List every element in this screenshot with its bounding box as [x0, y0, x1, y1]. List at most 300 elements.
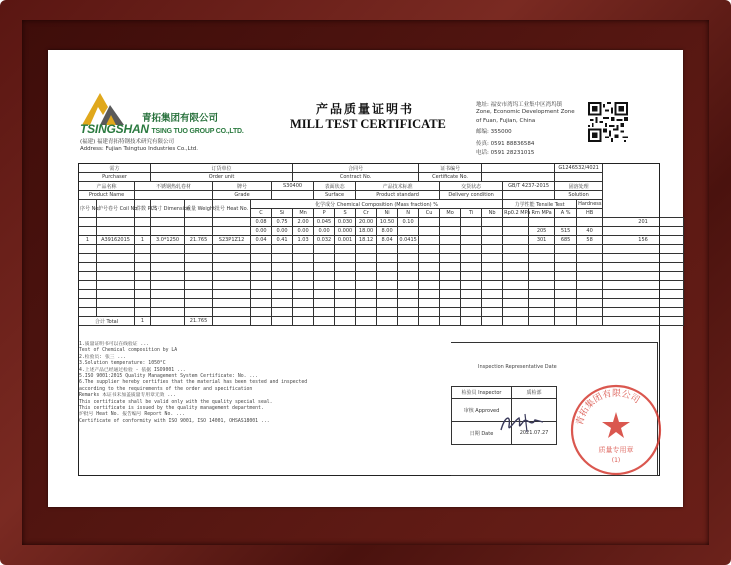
value-cell: 685 [555, 236, 577, 245]
empty-cell [335, 299, 356, 308]
header-row-en [79, 173, 684, 182]
totals-weight: 21.765 [185, 317, 213, 326]
limit-cell [440, 218, 461, 227]
note-line: This certificate is issued by the quality management department. [79, 406, 264, 412]
empty-cell [356, 272, 377, 281]
table-row-empty [79, 308, 684, 317]
limit-cell [482, 218, 503, 227]
empty-cell [151, 263, 185, 272]
empty-cell [482, 272, 503, 281]
limit-cell: 0.00 [251, 227, 272, 236]
empty-cell [377, 290, 398, 299]
empty-cell [251, 272, 272, 281]
date-value: 2021.07.27 [512, 422, 557, 445]
empty-cell [335, 281, 356, 290]
empty-cell [135, 245, 151, 254]
note-line: 5.ISO 9001:2015 Quality Management System Certificate: No. ... [79, 374, 259, 380]
element-header: S [335, 209, 356, 218]
address-line: 传真: 0591 88836584 [476, 141, 535, 147]
limit-cell: 10.50 [377, 218, 398, 227]
value-cell [503, 236, 529, 245]
empty-cell [335, 245, 356, 254]
mech-header: HB [577, 209, 603, 218]
company-logo-icon [78, 87, 128, 127]
empty-cell [314, 317, 335, 326]
cell-heat: S23P1Z12 [213, 236, 251, 245]
header-cell-en: Purchaser [79, 173, 151, 182]
empty-cell [251, 263, 272, 272]
value-cell: 0.04 [251, 236, 272, 245]
totals-pcs: 1 [135, 317, 151, 326]
company-brand: TSINGSHAN [80, 122, 149, 136]
empty-cell [272, 272, 293, 281]
empty-cell [503, 299, 529, 308]
empty-cell [293, 290, 314, 299]
empty-cell [603, 290, 684, 299]
empty-cell [251, 299, 272, 308]
empty-cell [293, 263, 314, 272]
empty-cell [603, 263, 684, 272]
header-cell-en: Order unit [151, 173, 293, 182]
empty-cell [529, 254, 555, 263]
table-row-empty [79, 254, 684, 263]
empty-cell [151, 290, 185, 299]
limit-cell [503, 218, 529, 227]
empty-cell [377, 281, 398, 290]
empty-cell [79, 254, 97, 263]
note-line: 炉批号 Heat No. 报告编号 Report No. ... [79, 412, 185, 418]
empty-cell [213, 254, 251, 263]
empty-cell [97, 299, 135, 308]
empty-cell [251, 290, 272, 299]
empty-cell [529, 299, 555, 308]
empty-cell [503, 317, 529, 326]
element-header: Cr [356, 209, 377, 218]
empty-cell [377, 308, 398, 317]
empty-cell [151, 317, 185, 326]
empty-cell [603, 299, 684, 308]
limit-cell: 201 [603, 218, 684, 227]
empty-cell [151, 245, 185, 254]
header-row [79, 164, 684, 173]
product-cell: S30400 [272, 182, 314, 191]
notes-block [79, 342, 451, 425]
empty-cell [356, 317, 377, 326]
empty-cell [335, 308, 356, 317]
empty-cell [314, 272, 335, 281]
empty-cell [555, 245, 577, 254]
empty-cell [461, 290, 482, 299]
empty-cell [251, 317, 272, 326]
empty-cell [377, 263, 398, 272]
empty-cell [398, 254, 419, 263]
approved-label: 审核 Approved [452, 399, 512, 422]
empty-cell [377, 299, 398, 308]
empty-cell [461, 317, 482, 326]
empty-cell [529, 290, 555, 299]
svg-text:青拓集团有限公司 [573, 387, 641, 426]
empty-cell [293, 281, 314, 290]
empty-cell [461, 272, 482, 281]
mech-title: 力学性能 Tensile Test [503, 200, 577, 209]
empty-cell [577, 290, 603, 299]
empty-cell [135, 272, 151, 281]
value-cell [440, 236, 461, 245]
empty-cell [135, 308, 151, 317]
element-header: Si [272, 209, 293, 218]
note-line: This certificate shall be valid only with the quality special seal. [79, 399, 273, 405]
table-row-empty [79, 245, 684, 254]
empty-cell [419, 263, 440, 272]
empty-cell [356, 299, 377, 308]
column-header: 序号 No. [79, 200, 97, 218]
empty-cell [419, 290, 440, 299]
empty-cell [419, 308, 440, 317]
product-cell: 交货状态 [440, 182, 503, 191]
empty-cell [213, 263, 251, 272]
empty-cell [398, 272, 419, 281]
value-cell [419, 236, 440, 245]
empty-cell [314, 263, 335, 272]
empty-cell [440, 308, 461, 317]
empty-cell [79, 299, 97, 308]
empty-cell [603, 317, 684, 326]
element-header: C [251, 209, 272, 218]
date-label: 日期 Date [452, 422, 512, 445]
note-line: 1.质量证明书可以在线验证 ... [79, 342, 150, 347]
element-header: Mo [440, 209, 461, 218]
empty-cell [185, 272, 213, 281]
empty-cell [272, 290, 293, 299]
empty-cell [461, 254, 482, 263]
column-header: 批号 Heat No. [213, 200, 251, 218]
limit-cell: 8.00 [377, 227, 398, 236]
empty-cell [398, 245, 419, 254]
quality-seal-icon [568, 382, 664, 478]
product-cell-en: Product standard [356, 191, 440, 200]
product-cell: 产品技术标准 [356, 182, 440, 191]
empty-cell [555, 308, 577, 317]
empty-cell [185, 308, 213, 317]
empty-cell [555, 290, 577, 299]
empty-cell [314, 290, 335, 299]
element-header: Mn [293, 209, 314, 218]
header-cell: 订货单位 [151, 164, 293, 173]
company-sub-en: Address: Fujian Tsingtuo Industries Co.,Ltd. [80, 146, 199, 152]
empty-cell [335, 290, 356, 299]
limit-cell [555, 218, 577, 227]
empty-cell [419, 254, 440, 263]
value-cell [482, 236, 503, 245]
product-cell: GB/T 4237-2015 [503, 182, 555, 191]
value-cell: 0.032 [314, 236, 335, 245]
limit-cell [503, 227, 529, 236]
empty-cell [213, 317, 251, 326]
empty-cell [335, 317, 356, 326]
inspector-label: 检验员 Inspector [452, 387, 512, 399]
table-row [79, 236, 684, 245]
empty-cell [398, 317, 419, 326]
empty-cell [213, 281, 251, 290]
certificate-table [78, 163, 684, 326]
limit-cell: 2.00 [293, 218, 314, 227]
empty-cell [213, 272, 251, 281]
empty-cell [398, 299, 419, 308]
company-sub-cn: (福建) 福建青拓特钢技术研究有限公司 [80, 139, 175, 145]
limit-cell: 20.00 [356, 218, 377, 227]
empty-cell [272, 254, 293, 263]
empty-cell [213, 245, 251, 254]
empty-cell [419, 299, 440, 308]
empty-cell [185, 290, 213, 299]
empty-cell [440, 245, 461, 254]
empty-cell [482, 299, 503, 308]
empty-cell [577, 254, 603, 263]
stamp-center-text: 质量专用章 [598, 446, 634, 454]
empty-cell [503, 281, 529, 290]
empty-cell [577, 272, 603, 281]
value-cell: 0.0415 [399, 237, 417, 243]
empty-cell [577, 299, 603, 308]
empty-cell [151, 272, 185, 281]
column-header: 重量 Weight [185, 200, 213, 218]
limit-cell: 18.00 [356, 227, 377, 236]
cell-no: 1 [79, 236, 97, 245]
empty-cell [251, 281, 272, 290]
empty-cell [503, 254, 529, 263]
empty-cell [482, 317, 503, 326]
limit-cell: 40 [577, 227, 603, 236]
stamp-ring-text: 青拓集团有限公司 [575, 388, 642, 427]
limit-cell: 0.045 [314, 218, 335, 227]
empty-cell [272, 281, 293, 290]
empty-cell [293, 317, 314, 326]
header-cell: 合同号 [293, 164, 419, 173]
empty-cell [461, 245, 482, 254]
limit-cell [461, 218, 482, 227]
empty-cell [135, 227, 151, 236]
empty-cell [151, 281, 185, 290]
empty-cell [97, 218, 135, 227]
empty-cell [577, 263, 603, 272]
empty-cell [503, 245, 529, 254]
empty-cell [135, 218, 151, 227]
empty-cell [314, 245, 335, 254]
product-cell: 不锈钢热轧卷材 [135, 182, 213, 191]
limit-cell [419, 218, 440, 227]
empty-cell [482, 245, 503, 254]
empty-cell [603, 254, 684, 263]
limit-cell [398, 227, 419, 236]
empty-cell [461, 263, 482, 272]
limit-cell: 0.030 [335, 218, 356, 227]
empty-cell [356, 290, 377, 299]
cell-dim: 3.0*1250 [151, 236, 185, 245]
header-cell: 证书编号 [419, 164, 482, 173]
title-en: MILL TEST CERTIFICATE [290, 117, 446, 131]
empty-cell [97, 272, 135, 281]
empty-cell [251, 308, 272, 317]
empty-cell [213, 290, 251, 299]
empty-cell [151, 299, 185, 308]
empty-cell [603, 245, 684, 254]
value-cell: 18.12 [356, 236, 377, 245]
product-cell: 产品名称 [79, 182, 135, 191]
signature-icon [497, 410, 547, 436]
empty-cell [577, 281, 603, 290]
empty-cell [555, 299, 577, 308]
empty-cell [213, 218, 251, 227]
inspection-text: Inspection Representative Date [478, 364, 557, 370]
empty-cell [272, 299, 293, 308]
empty-cell [151, 218, 185, 227]
limit-cell: 205 [529, 227, 555, 236]
empty-cell [461, 308, 482, 317]
note-line: according to the requirements of the order and specification [79, 386, 253, 392]
note-line: 3.Solution temperature: 1050°C [79, 361, 166, 367]
empty-cell [79, 308, 97, 317]
cell-coil: A39162015 [97, 236, 135, 245]
note-line: Remarks 本证书未加盖质量专用章无效 ... [79, 393, 177, 399]
empty-cell [79, 218, 97, 227]
limit-cell [577, 218, 603, 227]
column-header: 尺寸 Dimension [151, 200, 185, 218]
empty-cell [272, 308, 293, 317]
header-cell-en: Certificate No. [419, 173, 482, 182]
column-header: 炉号卷号 Coil No. [97, 200, 135, 218]
empty-cell [419, 245, 440, 254]
product-cell-en: Product Name [79, 191, 135, 200]
limit-cell [529, 218, 555, 227]
product-cell-en [272, 191, 314, 200]
empty-cell [398, 290, 419, 299]
empty-cell [79, 290, 97, 299]
table-row-empty [79, 263, 684, 272]
header-cell-en: Contract No. [293, 173, 419, 182]
empty-cell [213, 299, 251, 308]
empty-cell [335, 272, 356, 281]
empty-cell [555, 281, 577, 290]
empty-cell [97, 227, 135, 236]
chem-title: 化学成分 Chemical Composition (Mass fraction) % [251, 200, 503, 209]
empty-cell [482, 254, 503, 263]
address-line: 邮编: 355000 [476, 129, 512, 135]
empty-cell [529, 317, 555, 326]
empty-cell [440, 290, 461, 299]
empty-cell [482, 308, 503, 317]
element-header: Nb [482, 209, 503, 218]
empty-cell [419, 317, 440, 326]
empty-cell [356, 245, 377, 254]
empty-cell [577, 317, 603, 326]
limit-cell [461, 227, 482, 236]
address-line: Zone, Economic Development Zone [476, 109, 575, 115]
product-cell-en [503, 191, 555, 200]
hardness-title: Hardness [578, 201, 602, 207]
company-name-en [80, 122, 244, 136]
empty-cell [503, 263, 529, 272]
empty-cell [293, 245, 314, 254]
product-cell: 固溶处理 [555, 182, 603, 191]
value-cell: 8.04 [377, 236, 398, 245]
empty-cell [440, 254, 461, 263]
limit-cell [482, 227, 503, 236]
table-row-empty [79, 281, 684, 290]
value-cell: 0.41 [272, 236, 293, 245]
empty-cell [135, 281, 151, 290]
limit-cell: 515 [555, 227, 577, 236]
empty-cell [151, 308, 185, 317]
empty-cell [603, 272, 684, 281]
empty-cell [482, 263, 503, 272]
empty-cell [461, 281, 482, 290]
qr-code-icon [588, 102, 628, 142]
empty-cell [185, 254, 213, 263]
product-row [79, 182, 684, 191]
empty-cell [79, 281, 97, 290]
column-header: 件数 PCS [135, 200, 151, 218]
empty-cell [185, 299, 213, 308]
empty-cell [555, 272, 577, 281]
empty-cell [577, 245, 603, 254]
stamp-code: (1) [611, 457, 621, 464]
limit-cell: 0.08 [251, 218, 272, 227]
header-cell-en [555, 173, 603, 182]
company-name-cn: 青拓集团有限公司 [142, 113, 219, 124]
empty-cell [272, 317, 293, 326]
address-line: 地址: 福安市湾坞工业集中区湾坞镇 [476, 102, 563, 108]
note-line: 4.上述产品已经通过检验 - 依据 ISO9001 ... [79, 367, 186, 373]
element-header: P [314, 209, 335, 218]
empty-cell [503, 290, 529, 299]
mech-header: Rm MPa [529, 209, 555, 218]
empty-cell [398, 281, 419, 290]
empty-cell [135, 299, 151, 308]
note-line: Test of Chemical composition by LA [79, 348, 178, 354]
limit-cell: 0.10 [398, 218, 419, 227]
empty-cell [603, 281, 684, 290]
empty-cell [603, 308, 684, 317]
empty-cell [356, 308, 377, 317]
limit-cell: 0.75 [272, 218, 293, 227]
product-cell: 牌号 [213, 182, 272, 191]
empty-cell [529, 272, 555, 281]
empty-cell [503, 272, 529, 281]
empty-cell [79, 263, 97, 272]
company-name-en-text: TSING TUO GROUP CO.,LTD. [151, 128, 244, 135]
empty-cell [377, 245, 398, 254]
title-cn: 产品质量证明书 [316, 102, 415, 116]
empty-cell [356, 263, 377, 272]
address-line: of Fuan, Fujian, China [476, 118, 536, 124]
empty-cell [529, 308, 555, 317]
product-cell-en [135, 191, 213, 200]
header-cell-en [482, 173, 555, 182]
header-cell: 需方 [79, 164, 151, 173]
empty-cell [577, 308, 603, 317]
empty-cell [293, 308, 314, 317]
empty-cell [135, 263, 151, 272]
empty-cell [185, 227, 213, 236]
empty-cell [251, 254, 272, 263]
cell-wt: 21.765 [185, 236, 213, 245]
value-cell: 58 [577, 236, 603, 245]
empty-cell [482, 281, 503, 290]
empty-cell [335, 263, 356, 272]
value-cell: 0.001 [335, 236, 356, 245]
empty-cell [377, 254, 398, 263]
limit-row-min [79, 227, 684, 236]
